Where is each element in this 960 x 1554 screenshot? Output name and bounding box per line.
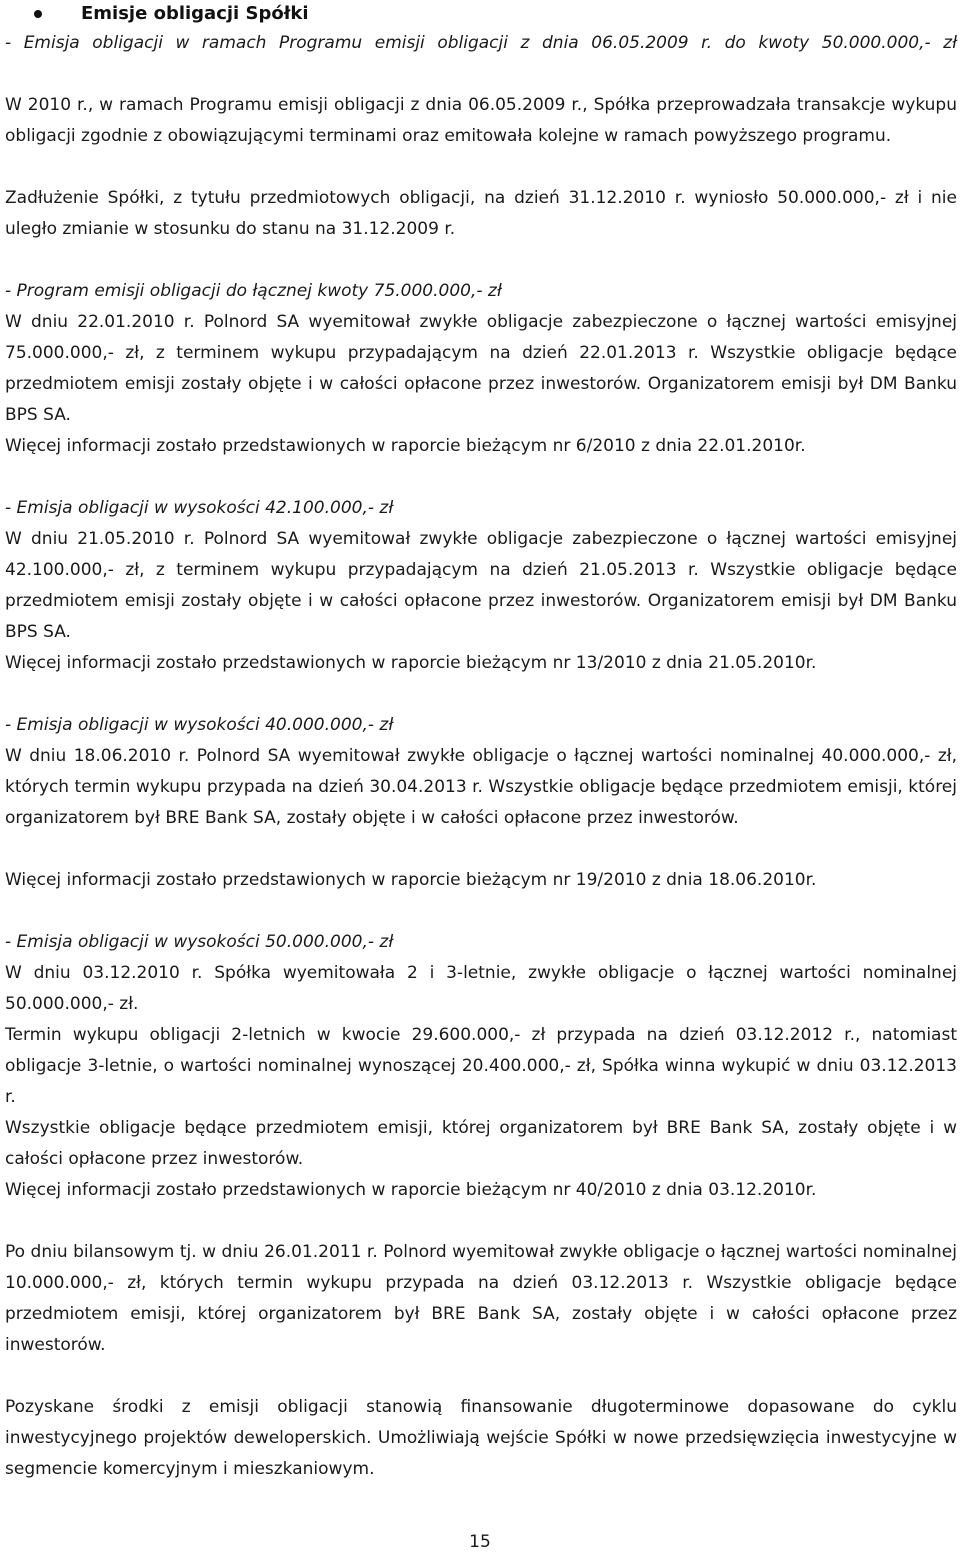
paragraph-debt-status: Zadłużenie Spółki, z tytułu przedmiotowych obligacji, na dzień 31.12.2010 r. wyniosło 50.000.000,- zł i nie uległo zmianie w stosunku do stanu na 31.12.2009 r. — [5, 188, 957, 239]
subheading-issue-42-1m: - Emisja obligacji w wysokości 42.100.000,- zł — [5, 498, 394, 518]
paragraph-issue-21-05-2010: W dniu 21.05.2010 r. Polnord SA wyemitował zwykłe obligacje zabezpieczone o łącznej wartości emisyjnej 42.100.000,- zł, z terminem wykupu przypadającym na dzień 21.05.2013 r. Wszystkie obligacje będące przedmiotem emisji zostały objęte i w całości opłacone przez inwestorów. Organizatorem emisji był DM Banku BPS SA. — [5, 529, 957, 642]
paragraph-report-13-2010: Więcej informacji zostało przedstawionych w raporcie bieżącym nr 13/2010 z dnia 21.05.2010r. — [5, 653, 817, 673]
paragraph-redemption-terms: Termin wykupu obligacji 2-letnich w kwocie 29.600.000,- zł przypada na dzień 03.12.2012 r., natomiast obligacje 3-letnie, o wartości nominalnej wynoszącej 20.400.000,- zł, Spółka winna wykupić w dniu 03.12.2013 r. — [5, 1025, 957, 1107]
paragraph-issue-03-12-2010: W dniu 03.12.2010 r. Spółka wyemitowała 2 i 3-letnie, zwykłe obligacje o łącznej wartości nominalnej 50.000.000,- zł. — [5, 963, 957, 1014]
page-number: 15 — [469, 1532, 491, 1552]
bullet-icon — [34, 10, 42, 18]
paragraph-issue-22-01-2010: W dniu 22.01.2010 r. Polnord SA wyemitował zwykłe obligacje zabezpieczone o łącznej wartości emisyjnej 75.000.000,- zł, z terminem wykupu przypadającym na dzień 22.01.2013 r. Wszystkie obligacje będące przedmiotem emisji zostały objęte i w całości opłacone przez inwestorów. Organizatorem emisji był DM Banku BPS SA. — [5, 312, 957, 425]
paragraph-funds-purpose: Pozyskane środki z emisji obligacji stanowią finansowanie długoterminowe dopasowane do cyklu inwestycyjnego projektów deweloperskich. Umożliwiają wejście Spółki w nowe przedsięwzięcia inwestycyjne w segmencie komercyjnym i mieszkaniowym. — [5, 1397, 957, 1479]
paragraph-report-6-2010: Więcej informacji zostało przedstawionych w raporcie bieżącym nr 6/2010 z dnia 22.01.2010r. — [5, 436, 806, 456]
paragraph-report-19-2010: Więcej informacji zostało przedstawionych w raporcie bieżącym nr 19/2010 z dnia 18.06.2010r. — [5, 870, 817, 890]
section-heading-text: Emisje obligacji Spółki — [81, 3, 309, 24]
subheading-program-75m: - Program emisji obligacji do łącznej kwoty 75.000.000,- zł — [5, 281, 502, 301]
paragraph-report-40-2010: Więcej informacji zostało przedstawionych w raporcie bieżącym nr 40/2010 z dnia 03.12.2010r. — [5, 1180, 817, 1200]
paragraph-post-balance-issue: Po dniu bilansowym tj. w dniu 26.01.2011 r. Polnord wyemitował zwykłe obligacje o łącznej wartości nominalnej 10.000.000,- zł, których termin wykupu przypada na dzień 03.12.2013 r. Wszystkie obligacje będące przedmiotem emisji, której organizatorem był BRE Bank SA, zostały objęte i w całości opłacone przez inwestorów. — [5, 1242, 957, 1355]
subheading-issue-50m: - Emisja obligacji w wysokości 50.000.000,- zł — [5, 932, 394, 952]
paragraph-program-2009: - Emisja obligacji w ramach Programu emisji obligacji z dnia 06.05.2009 r. do kwoty 50.000.000,- zł — [5, 33, 957, 53]
paragraph-program-2010-activity: W 2010 r., w ramach Programu emisji obligacji z dnia 06.05.2009 r., Spółka przeprowadzała transakcje wykupu obligacji zgodnie z obowiązującymi terminami oraz emitowała kolejne w ramach powyższego programu. — [5, 95, 957, 146]
paragraph-bre-bank-organizer: Wszystkie obligacje będące przedmiotem emisji, której organizatorem był BRE Bank SA, zostały objęte i w całości opłacone przez inwestorów. — [5, 1118, 957, 1169]
subheading-issue-40m: - Emisja obligacji w wysokości 40.000.000,- zł — [5, 715, 394, 735]
paragraph-issue-18-06-2010: W dniu 18.06.2010 r. Polnord SA wyemitował zwykłe obligacje o łącznej wartości nominalnej 40.000.000,- zł, których termin wykupu przypada na dzień 30.04.2013 r. Wszystkie obligacje będące przedmiotem emisji, której organizatorem był BRE Bank SA, zostały objęte i w całości opłacone przez inwestorów. — [5, 746, 957, 828]
